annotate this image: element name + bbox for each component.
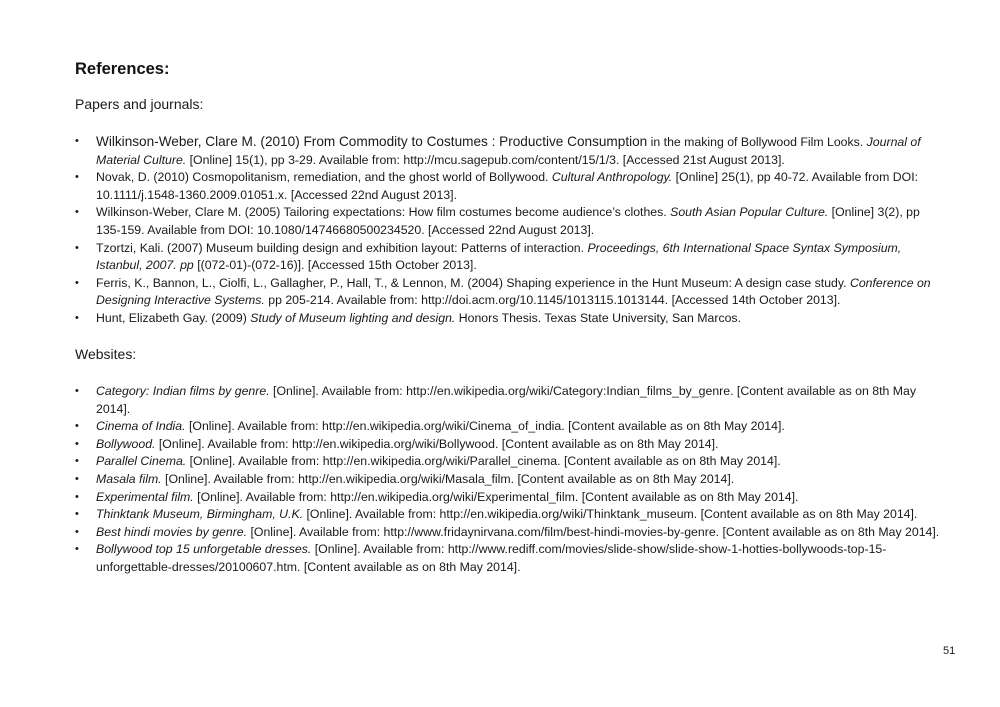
website-details: [Online]. Available from: http://www.fridaynirvana.com/film/best-hindi-movies-by-genre. [Content available as on 8th May 2014]. xyxy=(247,524,940,539)
website-title: Bollywood top 15 unforgetable dresses. xyxy=(96,542,312,557)
page-number: 51 xyxy=(943,645,956,657)
reference-item xyxy=(75,133,945,169)
website-details: [Online]. Available from: http://en.wikipedia.org/wiki/Bollywood. [Content available as on 8th May 2014]. xyxy=(155,436,719,451)
papers-reference-list xyxy=(75,133,945,328)
reference-details: pp 205-214. Available from: http://doi.acm.org/10.1145/1013115.1013144. [Accessed 14th October 2013]. xyxy=(264,293,841,308)
reference-author-title: Hunt, Elizabeth Gay. (2009) xyxy=(96,310,251,325)
website-details: [Online]. Available from: http://en.wikipedia.org/wiki/Cinema_of_india. [Content available as on 8th May 2014]. xyxy=(185,419,785,434)
reference-journal: Proceedings, 6th International Space Syntax Symposium, Istanbul, 2007. pp xyxy=(96,240,902,273)
reference-journal: Conference on Designing Interactive Systems. xyxy=(96,275,931,308)
website-details: [Online]. Available from: http://en.wikipedia.org/wiki/Masala_film. [Content available as on 8th May 2014]. xyxy=(161,471,735,486)
reference-item xyxy=(75,275,945,310)
websites-subheading: Websites: xyxy=(75,346,137,362)
reference-details: [Online] 3(2), pp 135-159. Available from DOI: 10.1080/14746680500234520. [Accessed 22nd August 2013]. xyxy=(96,205,920,237)
website-title: Best hindi movies by genre. xyxy=(96,524,248,539)
reference-author-title: Wilkinson-Weber, Clare M. (2010) From Commodity to Costumes : Productive Consumption xyxy=(96,134,648,149)
reference-details: [(072-01)-(072-16)]. [Accessed 15th October 2013]. xyxy=(193,258,477,273)
website-item xyxy=(75,453,945,471)
website-title: Bollywood. xyxy=(96,436,156,451)
reference-author-title: Novak, D. (2010) Cosmopolitanism, remediation, and the ghost world of Bollywood. xyxy=(96,170,552,185)
website-item xyxy=(75,541,945,576)
reference-details: [Online] 25(1), pp 40-72. Available from DOI: 10.1111/j.1548-1360.2009.01051.x. [Accessed 22nd August 2013]. xyxy=(96,170,919,202)
website-details: [Online]. Available from: http://en.wikipedia.org/wiki/Thinktank_museum. [Content available as on 8th May 2014]. xyxy=(303,507,918,522)
papers-journals-subheading: Papers and journals: xyxy=(75,96,204,112)
website-details: [Online]. Available from: http://en.wikipedia.org/wiki/Category:Indian_films_by_genre. [Content available as on 8th May 2014]. xyxy=(96,384,917,416)
reference-item xyxy=(75,310,945,328)
website-title: Cinema of India. xyxy=(96,419,186,434)
reference-item xyxy=(75,169,945,204)
reference-journal: Study of Museum lighting and design. xyxy=(250,310,456,325)
reference-details: [Online] 15(1), pp 3-29. Available from: http://mcu.sagepub.com/content/15/1/3. [Accessed 21st August 2013]. xyxy=(186,152,785,167)
website-title: Experimental film. xyxy=(96,489,194,504)
reference-item xyxy=(75,204,945,239)
website-title: Thinktank Museum, Birmingham, U.K. xyxy=(96,507,304,522)
references-heading: References: xyxy=(75,60,170,78)
website-item xyxy=(75,418,945,436)
website-item xyxy=(75,489,945,507)
reference-journal: Cultural Anthropology. xyxy=(551,170,673,185)
reference-author-title: Ferris, K., Bannon, L., Ciolfi, L., Gallagher, P., Hall, T., & Lennon, M. (2004) Shaping experience in the Hunt Museum: A design case study. xyxy=(96,275,850,290)
reference-journal: Journal of Material Culture. xyxy=(96,135,921,167)
website-item xyxy=(75,471,945,489)
website-details: [Online]. Available from: http://en.wikipedia.org/wiki/Experimental_film. [Content available as on 8th May 2014]. xyxy=(193,489,799,504)
reference-author-title: Wilkinson-Weber, Clare M. (2005) Tailoring expectations: How film costumes become audience’s clothes. xyxy=(96,205,671,220)
website-details: [Online]. Available from: http://en.wikipedia.org/wiki/Parallel_cinema. [Content available as on 8th May 2014]. xyxy=(186,454,781,469)
reference-author-title: Tzortzi, Kali. (2007) Museum building design and exhibition layout: Patterns of interaction. xyxy=(96,240,588,255)
website-item xyxy=(75,383,945,418)
websites-reference-list xyxy=(75,383,945,577)
reference-journal: South Asian Popular Culture. xyxy=(670,205,829,220)
website-title: Masala film. xyxy=(96,471,162,486)
reference-item xyxy=(75,240,945,275)
reference-details: Honors Thesis. Texas State University, San Marcos. xyxy=(455,310,742,325)
website-details: [Online]. Available from: http://www.rediff.com/movies/slide-show/slide-show-1-hotties-bollywoods-top-15-unforgettable-dresses/20100607.htm. [Content available as on 8th May 2014]. xyxy=(96,542,887,574)
website-item xyxy=(75,436,945,454)
reference-title-continued: in the making of Bollywood Film Looks. xyxy=(647,135,867,149)
website-title: Parallel Cinema. xyxy=(96,454,187,469)
website-item xyxy=(75,524,945,542)
website-title: Category: Indian films by genre. xyxy=(96,384,270,398)
website-item xyxy=(75,506,945,524)
